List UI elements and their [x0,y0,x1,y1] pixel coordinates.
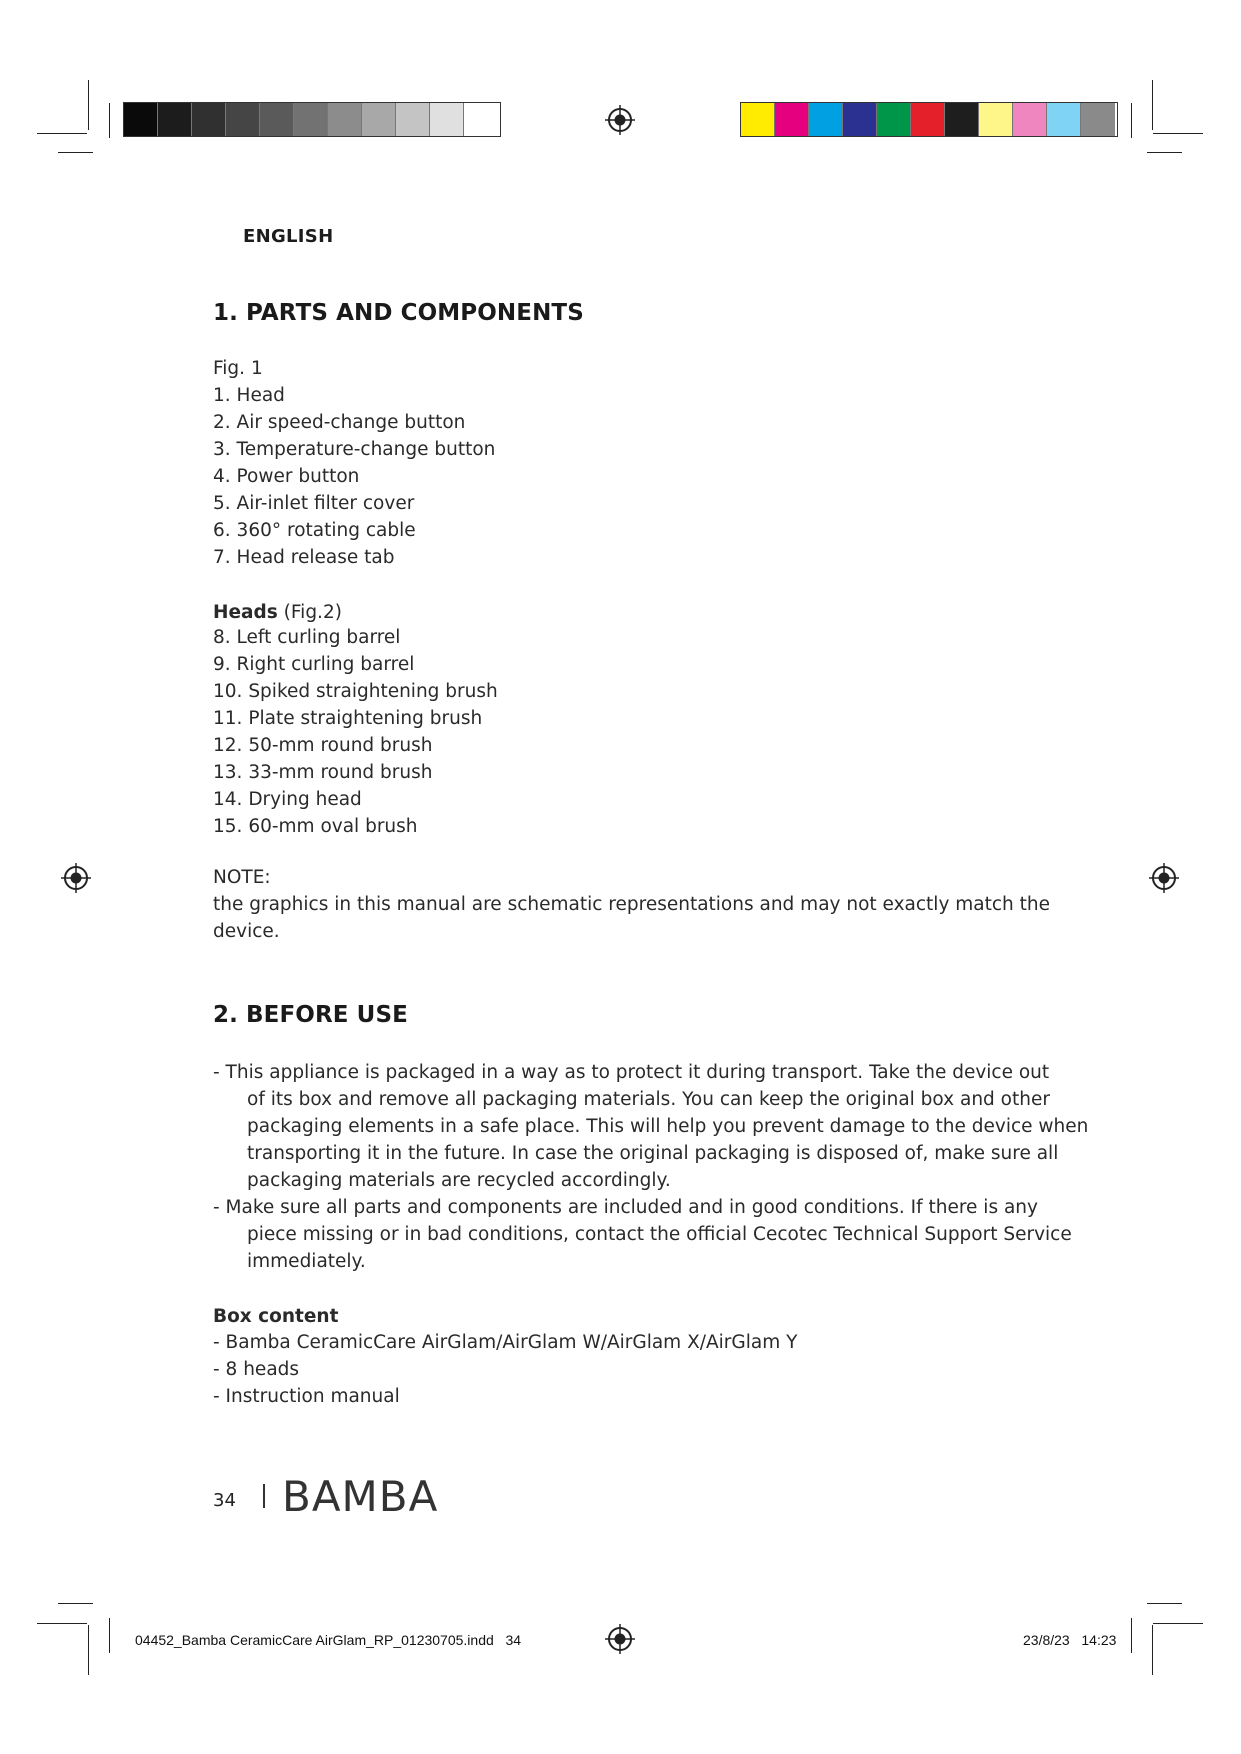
list-item: 8. Left curling barrel [213,627,401,648]
crop-mark [1131,1618,1132,1653]
color-swatch [1013,103,1047,136]
color-swatch [294,103,328,136]
footer-divider [263,1484,265,1508]
print-slug-date: 23/8/23 14:23 [1023,1632,1117,1648]
color-swatch [396,103,430,136]
list-item: 15. 60-mm oval brush [213,816,418,837]
crop-mark [1153,1623,1203,1624]
color-swatch [464,103,498,136]
registration-mark-icon [1149,863,1179,893]
crop-mark [88,1625,89,1675]
color-swatch [192,103,226,136]
list-item: 14. Drying head [213,789,362,810]
crop-mark [1147,152,1182,153]
grayscale-color-bar [123,102,501,137]
brand-logo: BAMBA [282,1472,439,1521]
list-item: 12. 50-mm round brush [213,735,433,756]
color-swatch [911,103,945,136]
color-swatch [226,103,260,136]
color-swatch [362,103,396,136]
list-item: 2. Air speed-change button [213,412,466,433]
box-content-item: - Bamba CeramicCare AirGlam/AirGlam W/AirGlam X/AirGlam Y [213,1332,798,1353]
registration-mark-icon [61,863,91,893]
list-item: 11. Plate straightening brush [213,708,483,729]
crop-mark [58,152,93,153]
bullet-text: packaging materials are recycled accordingly. [247,1170,671,1191]
crop-mark [1131,103,1132,138]
section-heading-parts: 1. PARTS AND COMPONENTS [213,300,584,326]
bullet-text: piece missing or in bad conditions, contact the official Cecotec Technical Support Service [247,1224,1072,1245]
box-content-title: Box content [213,1306,339,1327]
color-swatch [809,103,843,136]
note-title: NOTE: [213,867,271,888]
color-swatch [1081,103,1115,136]
crop-mark [37,133,87,134]
bullet-text: - This appliance is packaged in a way as to protect it during transport. Take the device out [213,1062,1050,1083]
color-swatch [775,103,809,136]
crop-mark [37,1623,87,1624]
list-item: 4. Power button [213,466,360,487]
crop-mark [58,1603,93,1604]
registration-mark-icon [605,1624,635,1654]
bullet-text: immediately. [247,1251,366,1272]
fig-label: Fig. 1 [213,358,263,379]
cmyk-color-bar [740,102,1118,137]
language-label: ENGLISH [243,226,334,247]
box-content-item: - Instruction manual [213,1386,400,1407]
color-swatch [328,103,362,136]
heads-title: Heads (Fig.2) [213,602,342,623]
crop-mark [1152,1625,1153,1675]
color-swatch [945,103,979,136]
color-swatch [124,103,158,136]
box-content-item: - 8 heads [213,1359,300,1380]
crop-mark [1147,1603,1182,1604]
list-item: 6. 360° rotating cable [213,520,416,541]
color-swatch [430,103,464,136]
color-swatch [158,103,192,136]
bullet-text: transporting it in the future. In case the original packaging is disposed of, make sure all [247,1143,1059,1164]
note-text: the graphics in this manual are schematic representations and may not exactly match the [213,894,1051,915]
print-slug-file: 04452_Bamba CeramicCare AirGlam_RP_01230705.indd 34 [135,1632,522,1648]
crop-mark [1153,133,1203,134]
note-text: device. [213,921,280,942]
list-item: 5. Air-inlet filter cover [213,493,415,514]
crop-mark [109,1618,110,1653]
color-swatch [741,103,775,136]
bullet-text: of its box and remove all packaging materials. You can keep the original box and other [247,1089,1050,1110]
color-swatch [877,103,911,136]
color-swatch [979,103,1013,136]
page-number: 34 [213,1490,236,1511]
crop-mark [88,80,89,130]
crop-mark [1152,80,1153,130]
registration-mark-icon [605,105,635,135]
heads-list [213,624,498,840]
list-item: 9. Right curling barrel [213,654,415,675]
bullet-text: packaging elements in a safe place. This will help you prevent damage to the device when [247,1116,1089,1137]
color-swatch [843,103,877,136]
list-item: 13. 33-mm round brush [213,762,433,783]
color-swatch [1047,103,1081,136]
list-item: 3. Temperature-change button [213,439,496,460]
bullet-text: - Make sure all parts and components are included and in good conditions. If there is any [213,1197,1038,1218]
parts-list [213,382,495,571]
list-item: 7. Head release tab [213,547,395,568]
color-swatch [260,103,294,136]
section-heading-before-use: 2. BEFORE USE [213,1002,408,1028]
crop-mark [109,103,110,138]
list-item: 1. Head [213,385,285,406]
list-item: 10. Spiked straightening brush [213,681,498,702]
